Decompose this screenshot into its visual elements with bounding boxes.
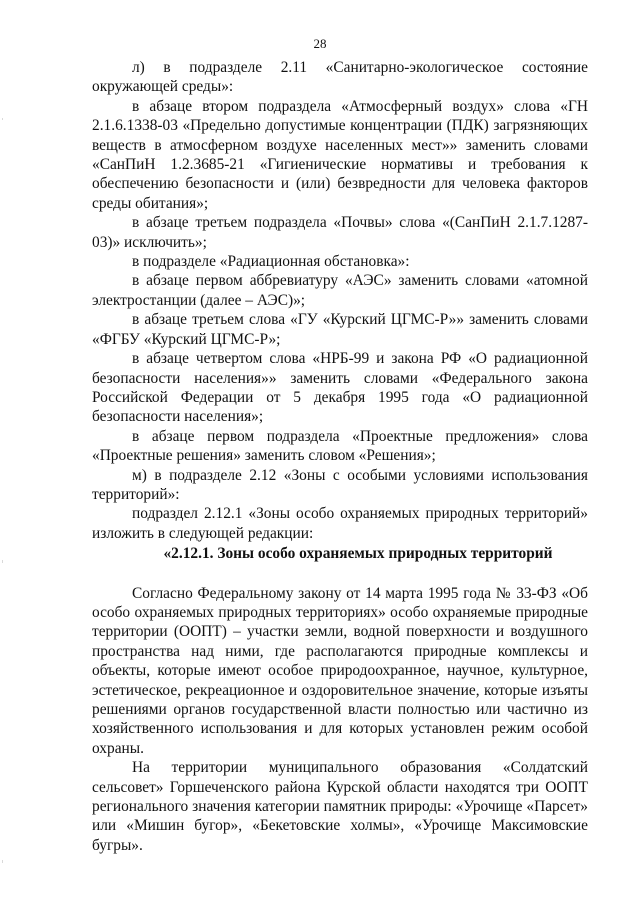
amendment-atmosphere: в абзаце втором подраздела «Атмосферный воздух» слова «ГН 2.1.6.1338-03 «Предельно допустимые концентрации (ПДК) загрязняющих веществ в атмосферном воздухе населенных мест»» заменить словами «СанПиН 1.2.3685-21 «Гигиенические нормативы и требования к обеспечению безопасности и (или) безвредности для человека факторов среды обитания»;	[92, 97, 588, 212]
scan-edge-mark	[2, 118, 3, 120]
amendment-radiation-third: в абзаце третьем слова «ГУ «Курский ЦГМС-Р»» заменить словами «ФГБУ «Курский ЦГМС-Р»;	[92, 311, 588, 348]
amendment-item-l: л) в подразделе 2.11 «Санитарно-экологическое состояние окружающей среды»:	[92, 59, 588, 96]
page-number: 28	[313, 36, 327, 51]
amendment-radiation-fourth: в абзаце четвертом слова «НРБ-99 и закона РФ «О радиационной безопасности населения»» заменить словами «Федерального закона Российской Федерации от 5 декабря 1995 года «О радиационной безопасности населения»;	[92, 350, 588, 426]
document-body	[92, 58, 588, 855]
scan-edge-mark	[2, 560, 3, 563]
amendment-item-m: м) в подразделе 2.12 «Зоны с особыми условиями использования территорий»:	[92, 466, 588, 503]
amendment-radiation-intro: в подразделе «Радиационная обстановка»:	[132, 253, 410, 271]
amendment-subsection-2-12-1: подраздел 2.12.1 «Зоны особо охраняемых природных территорий» изложить в следующей редакции:	[92, 505, 588, 542]
amendment-radiation-first: в абзаце первом аббревиатуру «АЭС» заменить словами «атомной электростанции (далее – АЭС)»;	[92, 272, 588, 309]
body-paragraph-law: Согласно Федеральному закону от 14 марта 1995 года № 33-ФЗ «Об особо охраняемых природных территориях» особо охраняемые природные территории (ООПТ) – участки земли, водной поверхности и воздушного пространства над ними, где располагаются природные комплексы и объекты, которые имеют особое природоохранное, научное, культурное, эстетическое, рекреационное и оздоровительное значение, которые изъяты решениями органов государственной власти полностью или частично из хозяйственного использования и для которых установлен режим особой охраны.	[92, 584, 588, 757]
section-heading: «2.12.1. Зоны особо охраняемых природных территорий	[163, 545, 553, 563]
amendment-soils: в абзаце третьем подраздела «Почвы» слова «(СанПиН 2.1.7.1287-03)» исключить»;	[92, 214, 588, 251]
amendment-project-proposals: в абзаце первом подраздела «Проектные предложения» слова «Проектные решения» заменить словом «Решения»;	[92, 427, 588, 465]
scan-edge-mark	[2, 860, 3, 863]
body-paragraph-territories: На территории муниципального образования «Солдатский сельсовет» Горшеченского района Курской области находятся три ООПТ регионального значения категории памятник природы: «Урочище «Парсет» или «Мишин бугор», «Бекетовские холмы», «Урочище Максимовские бугры».	[92, 759, 588, 854]
